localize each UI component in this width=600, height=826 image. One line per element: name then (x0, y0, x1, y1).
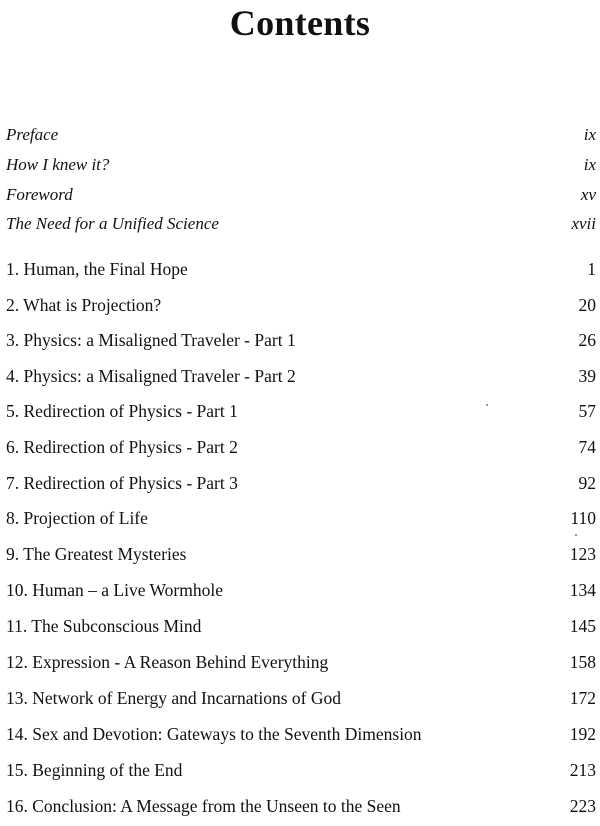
toc-page-number: 57 (578, 401, 596, 421)
toc-chapter-15 (6, 760, 596, 786)
toc-front-how-i-knew-it (6, 155, 596, 181)
toc-chapter-4 (6, 366, 596, 392)
toc-entry-label: 13. Network of Energy and Incarnations of God (6, 688, 342, 708)
toc-chapter-11 (6, 616, 596, 642)
page-title: Contents (229, 3, 371, 43)
toc-front-foreword (6, 185, 596, 211)
toc-entry-label: 15. Beginning of the End (6, 760, 183, 780)
toc-chapter-5 (6, 401, 596, 427)
toc-chapter-7 (6, 473, 596, 499)
toc-page-number: 145 (569, 616, 596, 636)
toc-page-number: 223 (569, 796, 596, 816)
toc-page-number: xv (580, 185, 596, 204)
toc-page-number: 26 (578, 330, 596, 350)
toc-page-number: 110 (570, 508, 596, 528)
toc-page-number: 172 (569, 688, 596, 708)
toc-page-number: 123 (569, 544, 596, 564)
toc-chapter-3 (6, 330, 596, 356)
toc-entry-label: 8. Projection of Life (6, 508, 148, 528)
scan-speck (486, 404, 488, 406)
toc-chapter-16 (6, 796, 596, 822)
toc-front-preface (6, 125, 596, 151)
toc-page-number: ix (583, 125, 596, 144)
toc-chapter-13 (6, 688, 596, 714)
toc-page-number: 1 (587, 259, 596, 279)
toc-page-number: 158 (569, 652, 596, 672)
toc-page-number: ix (583, 155, 596, 174)
toc-entry-label: 1. Human, the Final Hope (6, 259, 188, 279)
toc-entry-label: 14. Sex and Devotion: Gateways to the Seventh Dimension (6, 724, 422, 744)
toc-page-number: xvii (571, 214, 596, 233)
toc-front-unified-science (6, 214, 596, 240)
toc-page-number: 20 (578, 295, 596, 315)
toc-entry-label: The Need for a Unified Science (6, 214, 219, 233)
toc-chapter-2 (6, 295, 596, 321)
toc-entry-label: 16. Conclusion: A Message from the Unseen to the Seen (6, 796, 401, 816)
toc-entry-label: How I knew it? (6, 155, 110, 174)
toc-chapter-12 (6, 652, 596, 678)
toc-chapter-10 (6, 580, 596, 606)
toc-entry-label: 12. Expression - A Reason Behind Everything (6, 652, 329, 672)
toc-page-number: 92 (578, 473, 596, 493)
toc-entry-label: 9. The Greatest Mysteries (6, 544, 187, 564)
toc-chapter-9 (6, 544, 596, 570)
toc-entry-label: 10. Human – a Live Wormhole (6, 580, 223, 600)
toc-entry-label: 6. Redirection of Physics - Part 2 (6, 437, 238, 457)
toc-entry-label: 5. Redirection of Physics - Part 1 (6, 401, 238, 421)
toc-chapter-1 (6, 259, 596, 285)
toc-page-number: 134 (569, 580, 596, 600)
toc-entry-label: Foreword (6, 185, 73, 204)
scan-speck (575, 534, 577, 536)
toc-entry-label: Preface (6, 125, 59, 144)
toc-page-number: 213 (569, 760, 596, 780)
toc-page-number: 74 (578, 437, 596, 457)
toc-page-number: 192 (569, 724, 596, 744)
toc-entry-label: 2. What is Projection? (6, 295, 162, 315)
toc-chapter-6 (6, 437, 596, 463)
toc-entry-label: 4. Physics: a Misaligned Traveler - Part 2 (6, 366, 296, 386)
toc-page-number: 39 (578, 366, 596, 386)
toc-chapter-8 (6, 508, 596, 534)
toc-chapter-14 (6, 724, 596, 750)
toc-entry-label: 11. The Subconscious Mind (6, 616, 202, 636)
toc-entry-label: 3. Physics: a Misaligned Traveler - Part 1 (6, 330, 296, 350)
toc-entry-label: 7. Redirection of Physics - Part 3 (6, 473, 238, 493)
